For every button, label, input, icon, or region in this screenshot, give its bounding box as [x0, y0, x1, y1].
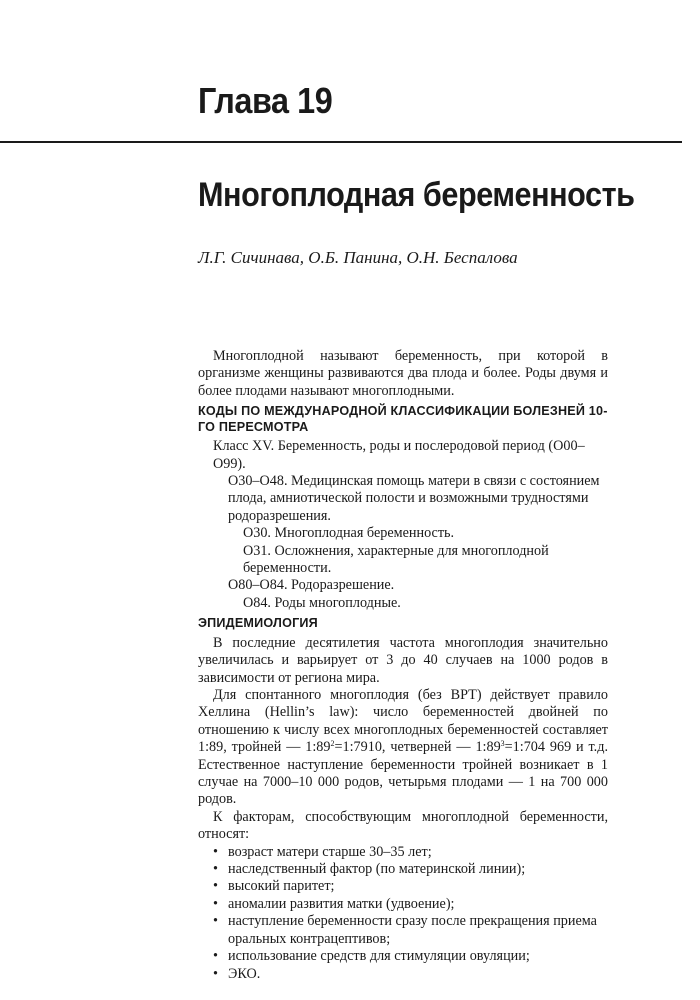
list-item: • ЭКО. — [213, 966, 608, 983]
list-item: • наступление беременности сразу после прекращения приема оральных контрацептивов; — [213, 913, 608, 948]
chapter-rule — [0, 141, 682, 143]
superscript-2: 2 — [330, 739, 335, 749]
icd-group-o80-o84: O80–O84. Родоразрешение. — [228, 577, 395, 594]
hellin-text-b: =1:7910, четверней — 1:89 — [334, 739, 501, 756]
list-item: • высокий паритет; — [213, 878, 608, 895]
list-item: • возраст матери старше 30–35 лет; — [213, 844, 608, 861]
factors-intro: К факторам, способствующим многоплодной беременности, относят: — [198, 808, 608, 843]
icd-codes — [198, 438, 608, 612]
icd-code-o31: O31. Осложнения, характерные для многоплодной беременности. — [243, 542, 549, 577]
icd-code-o84: O84. Роды многоплодные. — [243, 594, 401, 611]
intro-paragraph: Многоплодной называют беременность, при которой в организме женщины развиваются два плода и более. Роды двумя и более плодами называют многоплодными. — [198, 348, 608, 399]
epidemiology-paragraph-1: В последние десятилетия частота многоплодия значительно увеличилась и варьирует от 3 до 40 случаев на 1000 родов в зависимости от региона мира. — [198, 634, 608, 686]
icd-class: Класс XV. Беременность, роды и послеродовой период (O00–O99). — [213, 438, 585, 472]
chapter-body — [198, 348, 608, 983]
list-item: • использование средств для стимуляции овуляции; — [213, 948, 608, 965]
icd-heading: КОДЫ ПО МЕЖДУНАРОДНОЙ КЛАССИФИКАЦИИ БОЛЕЗНЕЙ 10-ГО ПЕРЕСМОТРА — [198, 404, 608, 434]
hellin-text-a: Для спонтанного многоплодия (без ВРТ) действует правило Хеллина (Hellin’s law): число беременностей двойней по отношению к числу всех многоплодных беременностей составляет 1:89, тройней — 1:89 — [198, 687, 608, 756]
icd-code-o30: O30. Многоплодная беременность. — [243, 525, 455, 542]
superscript-3: 3 — [500, 739, 505, 749]
epidemiology-heading: ЭПИДЕМИОЛОГИЯ — [198, 616, 318, 631]
icd-group-o30-o48: O30–O48. Медицинская помощь матери в связи с состоянием плода, амниотической полости и возможными трудностями родоразрешения. — [228, 473, 600, 524]
chapter-title: Многоплодная беременность — [198, 176, 635, 214]
list-item: • аномалии развития матки (удвоение); — [213, 896, 608, 913]
hellin-law-paragraph — [198, 687, 608, 809]
authors: Л.Г. Сичинава, О.Б. Панина, О.Н. Беспалова — [198, 248, 518, 267]
list-item: • наследственный фактор (по материнской линии); — [213, 861, 608, 878]
factors-list — [198, 844, 608, 983]
chapter-label: Глава 19 — [198, 80, 333, 121]
hellin-text-c: =1:704 969 и т.д. Естественное наступление беременности тройней возникает в 1 случае на 7000–10 000 родов, четырьмя плодами — 1 на 700 000 родов. — [198, 739, 608, 808]
